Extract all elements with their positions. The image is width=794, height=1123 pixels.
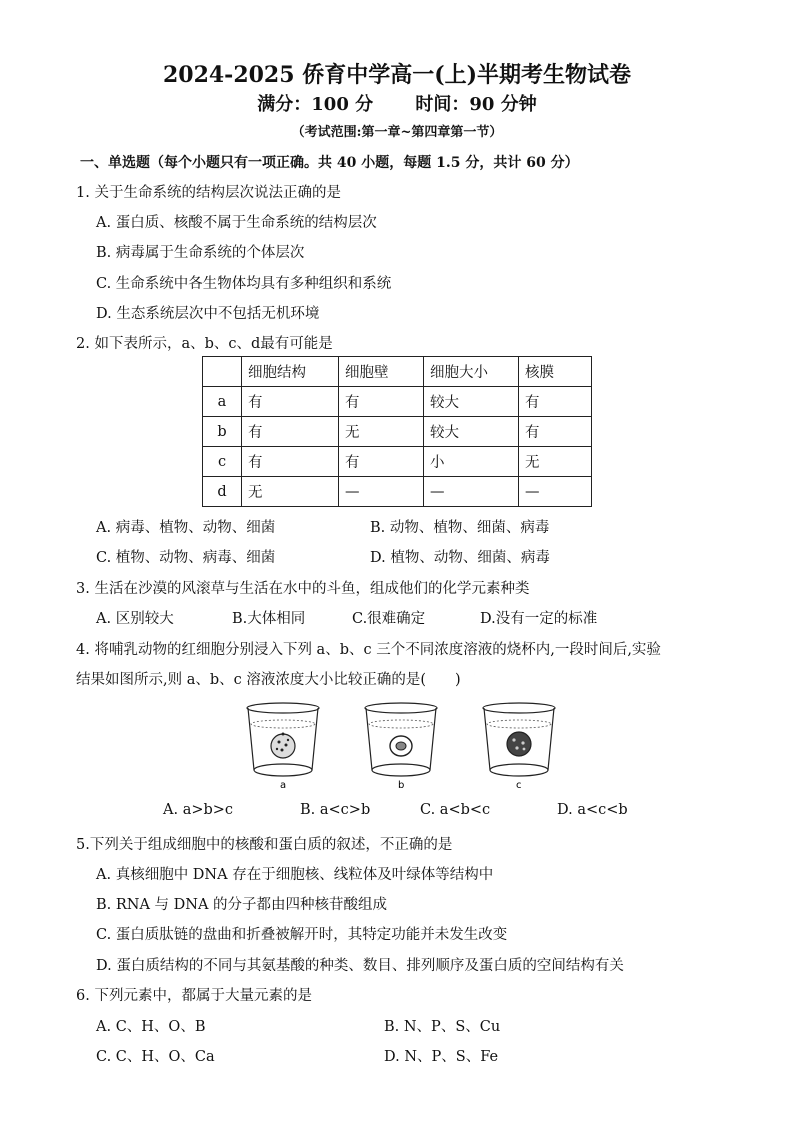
table-cell: 较大 bbox=[424, 417, 519, 447]
q2-table bbox=[202, 356, 592, 507]
q4-option-a: A. a>b>c bbox=[163, 802, 234, 818]
table-row bbox=[203, 417, 592, 447]
table-cell: — bbox=[424, 477, 519, 507]
table-header: 细胞大小 bbox=[424, 357, 519, 387]
q3-option-c: C.很难确定 bbox=[352, 611, 426, 627]
beaker-label-c: c bbox=[516, 780, 522, 791]
q3-option-b: B.大体相同 bbox=[232, 611, 306, 627]
table-cell: 无 bbox=[519, 447, 592, 477]
exam-time: 时间：90 分钟 bbox=[415, 94, 537, 115]
beaker-b bbox=[365, 703, 437, 791]
beaker-a bbox=[247, 703, 319, 791]
q5-option-c: C. 蛋白质肽链的盘曲和折叠被解开时，其特定功能并未发生改变 bbox=[96, 927, 508, 943]
q1-option-d: D. 生态系统层次中不包括无机环境 bbox=[96, 306, 320, 322]
table-row bbox=[203, 477, 592, 507]
table-row bbox=[203, 447, 592, 477]
table-cell bbox=[203, 357, 242, 387]
table-cell: 有 bbox=[242, 417, 339, 447]
table-cell: 有 bbox=[519, 417, 592, 447]
q6-option-a: A. C、H、O、B bbox=[96, 1019, 206, 1035]
q5-option-a: A. 真核细胞中 DNA 存在于细胞核、线粒体及叶绿体等结构中 bbox=[96, 867, 494, 883]
exam-title: 2024-2025 侨育中学高一(上)半期考生物试卷 bbox=[162, 62, 632, 88]
table-header-row bbox=[203, 357, 592, 387]
table-header: 细胞壁 bbox=[339, 357, 424, 387]
question-4-stem-line1: 4. 将哺乳动物的红细胞分别浸入下列 a、b、c 三个不同浓度溶液的烧杯内,一段时间后,实验 bbox=[76, 642, 661, 658]
beaker-label-a: a bbox=[280, 780, 287, 791]
question-6-stem: 6. 下列元素中，都属于大量元素的是 bbox=[76, 988, 312, 1004]
table-cell: b bbox=[203, 417, 242, 447]
table-cell: 有 bbox=[242, 447, 339, 477]
full-score: 满分：100 分 bbox=[257, 94, 374, 115]
q2-option-c: C. 植物、动物、病毒、细菌 bbox=[96, 550, 276, 566]
q5-option-b: B. RNA 与 DNA 的分子都由四种核苷酸组成 bbox=[96, 897, 388, 913]
table-cell: d bbox=[203, 477, 242, 507]
beaker-figure bbox=[240, 698, 560, 793]
q2-option-a: A. 病毒、植物、动物、细菌 bbox=[96, 520, 276, 536]
q3-option-d: D.没有一定的标准 bbox=[480, 611, 598, 627]
exam-scope: （考试范围:第一章~第四章第一节） bbox=[291, 125, 503, 140]
table-cell: 较大 bbox=[424, 387, 519, 417]
q1-option-b: B. 病毒属于生命系统的个体层次 bbox=[96, 245, 305, 261]
table-row bbox=[203, 387, 592, 417]
q2-option-b: B. 动物、植物、细菌、病毒 bbox=[370, 520, 550, 536]
table-header: 细胞结构 bbox=[242, 357, 339, 387]
question-3-stem: 3. 生活在沙漠的风滚草与生活在水中的斗鱼，组成他们的化学元素种类 bbox=[76, 581, 530, 597]
beaker-c bbox=[483, 703, 555, 791]
table-cell: 无 bbox=[242, 477, 339, 507]
table-cell: 有 bbox=[339, 387, 424, 417]
q6-option-b: B. N、P、S、Cu bbox=[384, 1019, 501, 1035]
question-1-stem: 1. 关于生命系统的结构层次说法正确的是 bbox=[76, 185, 341, 201]
q4-option-c: C. a<b<c bbox=[420, 802, 491, 818]
q5-option-d: D. 蛋白质结构的不同与其氨基酸的种类、数目、排列顺序及蛋白质的空间结构有关 bbox=[96, 958, 624, 974]
table-cell: 小 bbox=[424, 447, 519, 477]
table-cell: 有 bbox=[242, 387, 339, 417]
table-cell: 无 bbox=[339, 417, 424, 447]
question-2-stem: 2. 如下表所示，a、b、c、d最有可能是 bbox=[76, 336, 333, 352]
q6-option-c: C. C、H、O、Ca bbox=[96, 1049, 215, 1065]
question-4-stem-line2: 结果如图所示,则 a、b、c 溶液浓度大小比较正确的是( ) bbox=[76, 672, 461, 688]
q2-option-d: D. 植物、动物、细菌、病毒 bbox=[370, 550, 550, 566]
q4-option-b: B. a<c>b bbox=[300, 802, 371, 818]
question-5-stem: 5.下列关于组成细胞中的核酸和蛋白质的叙述，不正确的是 bbox=[76, 837, 453, 853]
exam-meta bbox=[0, 90, 794, 116]
q1-option-c: C. 生命系统中各生物体均具有多种组织和系统 bbox=[96, 276, 392, 292]
table-header: 核膜 bbox=[519, 357, 592, 387]
table-cell: — bbox=[339, 477, 424, 507]
beaker-label-b: b bbox=[398, 780, 405, 791]
table-cell: a bbox=[203, 387, 242, 417]
q1-option-a: A. 蛋白质、核酸不属于生命系统的结构层次 bbox=[96, 215, 377, 231]
section-heading: 一、单选题（每个小题只有一项正确。共 40 小题，每题 1.5 分，共计 60 分） bbox=[80, 155, 579, 171]
table-cell: 有 bbox=[519, 387, 592, 417]
q6-option-d: D. N、P、S、Fe bbox=[384, 1049, 499, 1065]
table-cell: c bbox=[203, 447, 242, 477]
q3-option-a: A. 区别较大 bbox=[96, 611, 174, 627]
table-cell: — bbox=[519, 477, 592, 507]
q4-option-d: D. a<c<b bbox=[557, 802, 628, 818]
table-cell: 有 bbox=[339, 447, 424, 477]
